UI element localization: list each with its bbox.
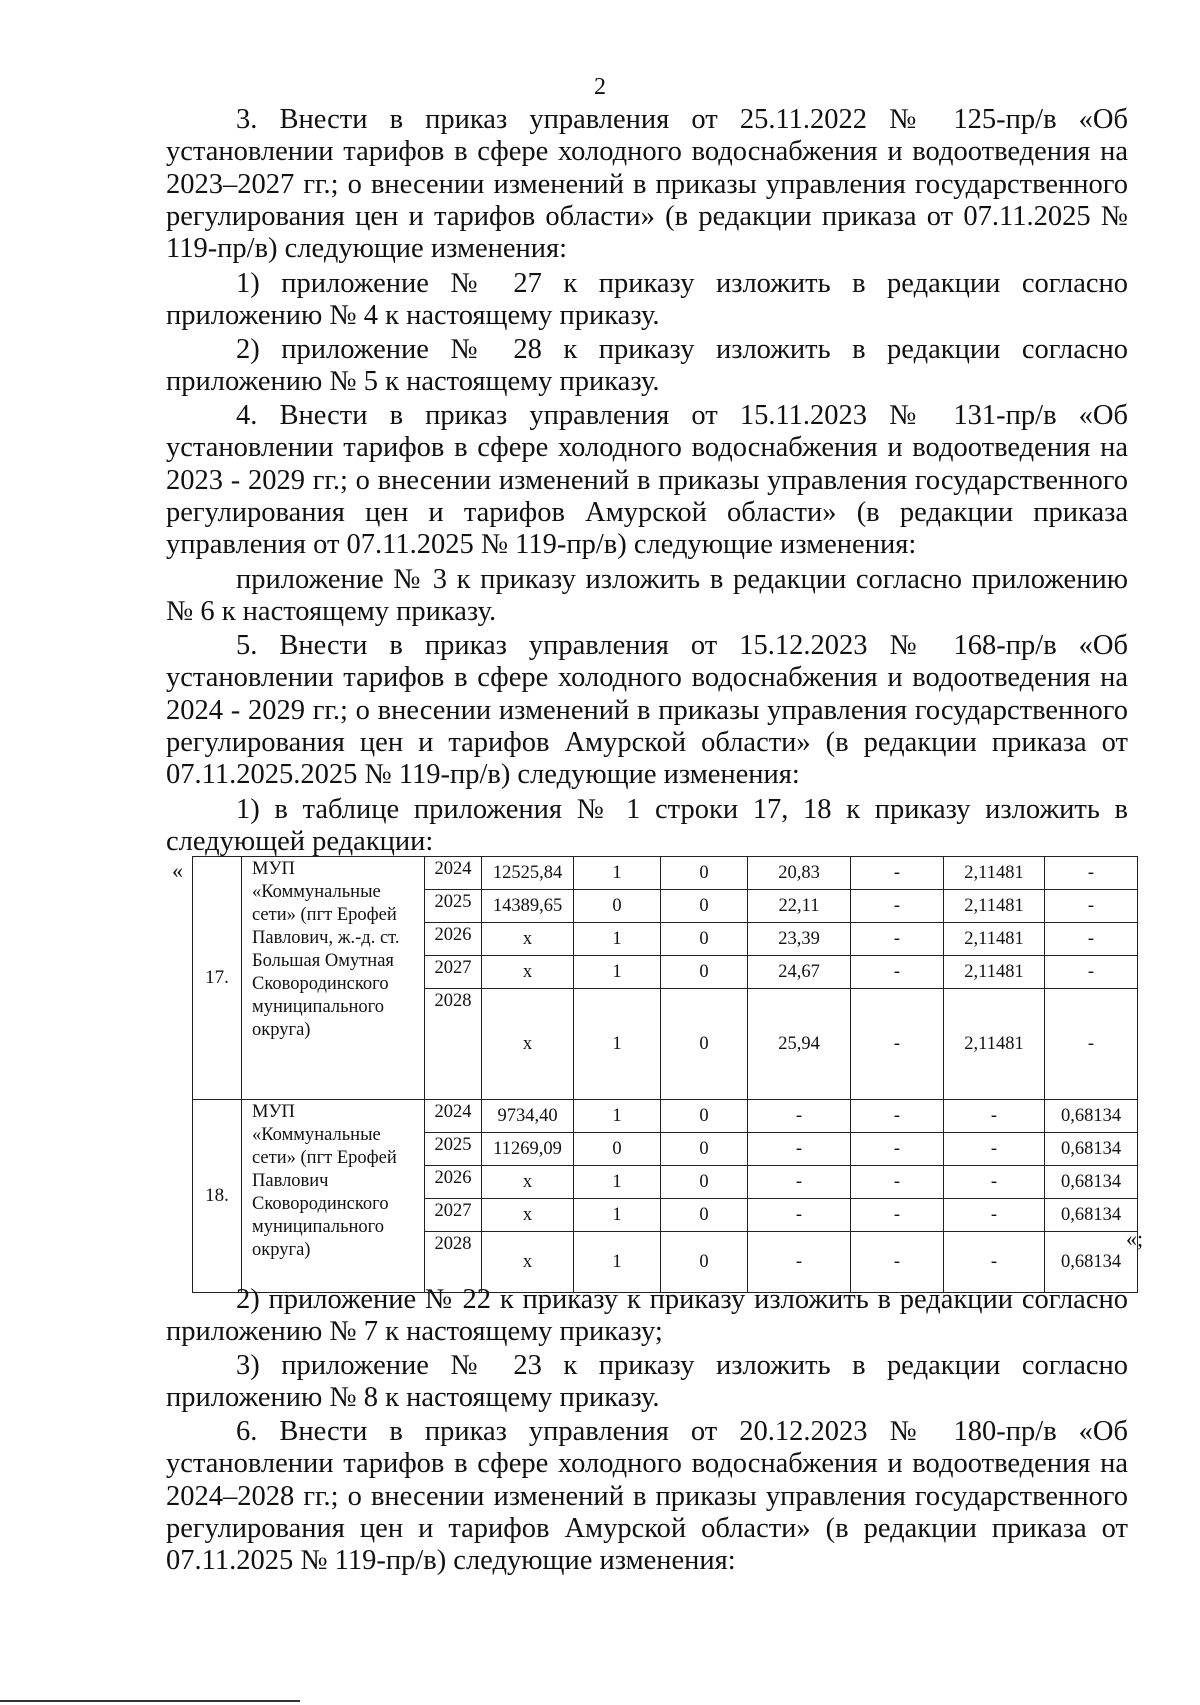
value-cell: x: [482, 1166, 574, 1199]
value-cell: 2,11481: [944, 923, 1045, 956]
quote-close: «;: [1126, 1226, 1144, 1251]
value-cell: x: [482, 989, 574, 1100]
value-cell: -: [944, 1232, 1045, 1293]
value-cell: 0: [661, 1166, 748, 1199]
paragraph-text: 4. Внести в приказ управления от 15.11.2023 № 131-пр/в «Об установлении тарифов в сфере холодного водоснабжения и водоотведения на 2023 - 2029 гг.; о внесении изменений в приказы управления государственного регулирования цен и тарифов Амурской области» (в редакции приказа управления от 07.11.2025 № 119-пр/в) следующие изменения:: [166, 400, 1128, 561]
value-cell: 2,11481: [944, 857, 1045, 890]
value-cell: -: [944, 1133, 1045, 1166]
paragraph-subitem-3: [166, 1350, 1128, 1415]
value-cell: 14389,65: [482, 890, 574, 923]
value-cell: -: [944, 1199, 1045, 1232]
year-cell: 2025: [425, 890, 482, 923]
value-cell: 2,11481: [944, 956, 1045, 989]
value-cell: 1: [574, 989, 661, 1100]
value-cell: 1: [574, 1232, 661, 1293]
value-cell: -: [1045, 923, 1138, 956]
year-cell: 2024: [425, 1100, 482, 1133]
paragraph-text: 2) приложение № 22 к приказу к приказу изложить в редакции согласно приложению № 7 к настоящему приказу;: [166, 1284, 1128, 1348]
value-cell: -: [748, 1133, 851, 1166]
paragraph-text: 6. Внести в приказ управления от 20.12.2023 № 180-пр/в «Об установлении тарифов в сфере холодного водоснабжения и водоотведения на 2024–2028 гг.; о внесении изменений в приказы управления государственного регулирования цен и тарифов Амурской области» (в редакции приказа от 07.11.2025 № 119-пр/в) следующие изменения:: [166, 1416, 1128, 1577]
value-cell: x: [482, 1199, 574, 1232]
paragraph-text: 3. Внести в приказ управления от 25.11.2022 № 125-пр/в «Об установлении тарифов в сфере холодного водоснабжения и водоотведения на 2023–2027 гг.; о внесении изменений в приказы управления государственного регулирования цен и тарифов области» (в редакции приказа от 07.11.2025 № 119-пр/в) следующие изменения:: [166, 104, 1128, 265]
value-cell: -: [748, 1232, 851, 1293]
value-cell: 0: [661, 890, 748, 923]
value-cell: 23,39: [748, 923, 851, 956]
value-cell: -: [851, 1133, 944, 1166]
value-cell: 1: [574, 1166, 661, 1199]
value-cell: 0: [661, 1232, 748, 1293]
paragraph-item-4-text: [166, 564, 1128, 629]
value-cell: 1: [574, 956, 661, 989]
year-cell: 2026: [425, 1166, 482, 1199]
year-cell: 2028: [425, 989, 482, 1100]
value-cell: -: [851, 1100, 944, 1133]
year-cell: 2025: [425, 1133, 482, 1166]
value-cell: x: [482, 956, 574, 989]
value-cell: -: [851, 956, 944, 989]
value-cell: 1: [574, 923, 661, 956]
value-cell: 1: [574, 857, 661, 890]
value-cell: -: [851, 890, 944, 923]
paragraph-text: 1) в таблице приложения № 1 строки 17, 18 к приказу изложить в следующей редакции:: [166, 794, 1128, 858]
value-cell: 0: [661, 989, 748, 1100]
value-cell: 0: [574, 890, 661, 923]
value-cell: 0,68134: [1045, 1133, 1138, 1166]
paragraph-text: 3) приложение № 23 к приказу изложить в редакции согласно приложению № 8 к настоящему приказу.: [166, 1350, 1128, 1414]
value-cell: 24,67: [748, 956, 851, 989]
value-cell: 2,11481: [944, 989, 1045, 1100]
value-cell: -: [1045, 890, 1138, 923]
value-cell: 0: [661, 956, 748, 989]
row-number: 18.: [193, 1100, 242, 1293]
value-cell: 0,68134: [1045, 1166, 1138, 1199]
value-cell: -: [1045, 857, 1138, 890]
value-cell: 0,68134: [1045, 1232, 1138, 1293]
paragraph-text: 1) приложение № 27 к приказу изложить в редакции согласно приложению № 4 к настоящему приказу.: [166, 268, 1128, 332]
value-cell: -: [944, 1100, 1045, 1133]
tariff-table: [192, 856, 1138, 1293]
value-cell: 0: [661, 1100, 748, 1133]
value-cell: 0: [574, 1133, 661, 1166]
value-cell: -: [944, 1166, 1045, 1199]
paragraph-subitem-2b: [166, 1284, 1128, 1349]
organization-name: МУП «Коммунальные сети» (пгт Ерофей Павлович, ж.-д. ст. Большая Омутная Сковородинского муниципального округа): [242, 857, 425, 1100]
table-row: [193, 1100, 1138, 1133]
value-cell: 25,94: [748, 989, 851, 1100]
row-number: 17.: [193, 857, 242, 1100]
value-cell: -: [1045, 956, 1138, 989]
paragraph-item-3: [166, 104, 1128, 265]
value-cell: 9734,40: [482, 1100, 574, 1133]
year-cell: 2028: [425, 1232, 482, 1293]
value-cell: 0: [661, 857, 748, 890]
table-row: [193, 857, 1138, 890]
value-cell: -: [851, 923, 944, 956]
value-cell: 1: [574, 1199, 661, 1232]
value-cell: 12525,84: [482, 857, 574, 890]
value-cell: -: [851, 1166, 944, 1199]
paragraph-text: 2) приложение № 28 к приказу изложить в редакции согласно приложению № 5 к настоящему приказу.: [166, 334, 1128, 398]
value-cell: -: [748, 1100, 851, 1133]
paragraph-item-5: [166, 630, 1128, 791]
paragraph-text: 5. Внести в приказ управления от 15.12.2023 № 168-пр/в «Об установлении тарифов в сфере холодного водоснабжения и водоотведения на 2024 - 2029 гг.; о внесении изменений в приказы управления государственного регулирования цен и тарифов Амурской области» (в редакции приказа от 07.11.2025.2025 № 119-пр/в) следующие изменения:: [166, 630, 1128, 791]
value-cell: 2,11481: [944, 890, 1045, 923]
value-cell: -: [851, 989, 944, 1100]
value-cell: -: [748, 1199, 851, 1232]
value-cell: -: [1045, 989, 1138, 1100]
paragraph-subitem-2: [166, 334, 1128, 399]
value-cell: 1: [574, 1100, 661, 1133]
quote-open: «: [172, 858, 183, 883]
value-cell: -: [851, 1232, 944, 1293]
organization-name: МУП «Коммунальные сети» (пгт Ерофей Павлович Сковородинского муниципального округа): [242, 1100, 425, 1293]
paragraph-text: приложение № 3 к приказу изложить в редакции согласно приложению № 6 к настоящему приказу.: [166, 564, 1128, 628]
page-number: 2: [594, 74, 606, 100]
year-cell: 2024: [425, 857, 482, 890]
year-cell: 2026: [425, 923, 482, 956]
value-cell: 11269,09: [482, 1133, 574, 1166]
paragraph-item-4: [166, 400, 1128, 561]
year-cell: 2027: [425, 1199, 482, 1232]
value-cell: 0: [661, 1199, 748, 1232]
value-cell: x: [482, 923, 574, 956]
paragraph-item-6: [166, 1416, 1128, 1577]
value-cell: x: [482, 1232, 574, 1293]
scan-edge-line: [0, 1700, 300, 1702]
value-cell: 22,11: [748, 890, 851, 923]
value-cell: 0,68134: [1045, 1199, 1138, 1232]
value-cell: 0,68134: [1045, 1100, 1138, 1133]
value-cell: 0: [661, 1133, 748, 1166]
paragraph-subitem-1: [166, 268, 1128, 333]
value-cell: -: [851, 1199, 944, 1232]
year-cell: 2027: [425, 956, 482, 989]
paragraph-subitem-table-intro: [166, 794, 1128, 859]
value-cell: -: [748, 1166, 851, 1199]
value-cell: 0: [661, 923, 748, 956]
value-cell: 20,83: [748, 857, 851, 890]
value-cell: -: [851, 857, 944, 890]
